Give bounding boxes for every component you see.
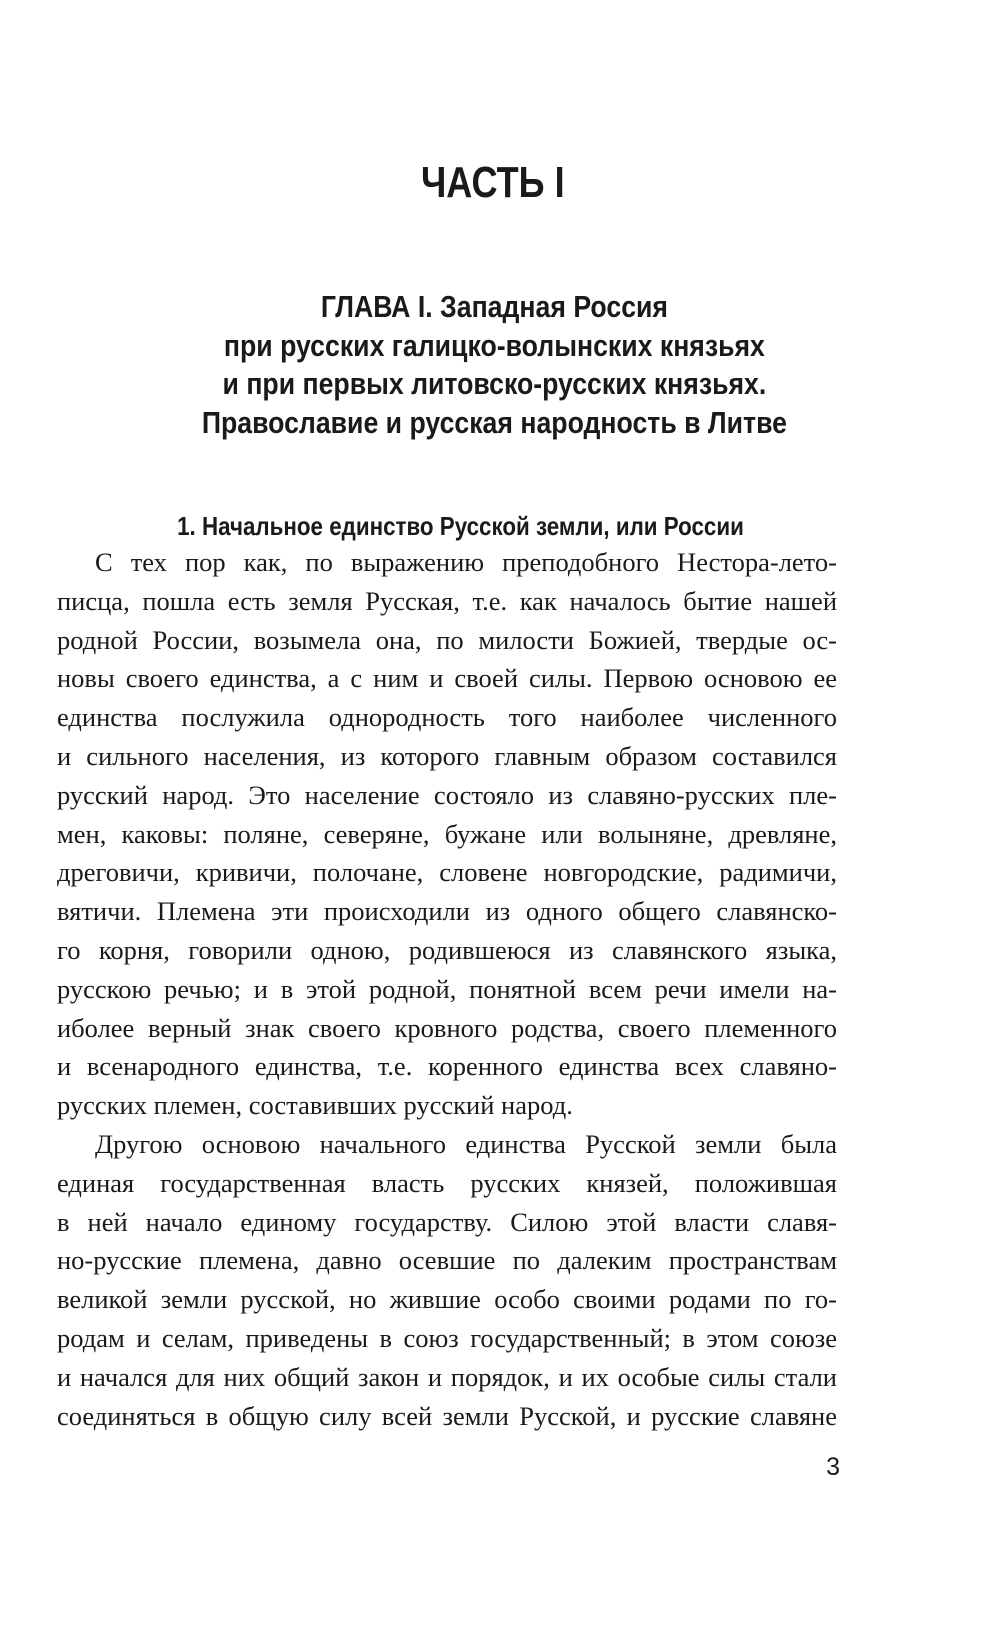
text-line: единая государственная власть русских князей, положившая <box>57 1167 837 1198</box>
text-line: великой земли русской, но жившие особо своими родами по го- <box>57 1284 837 1315</box>
chapter-title-line: Православие и русская народность в Литве <box>201 404 787 440</box>
text-line: русский народ. Это население состояло из славяно-русских пле- <box>57 779 837 810</box>
text-line: в ней начало единому государству. Силою этой власти славя- <box>57 1206 837 1237</box>
text-line: и сильного населения, из которого главным образом составился <box>57 740 837 771</box>
section-title-text: 1. Начальное единство Русской земли, или России <box>176 511 744 541</box>
text-line: и начался для них общий закон и порядок, и их особые силы стали <box>57 1361 837 1392</box>
page-number: 3 <box>826 1453 840 1481</box>
paragraph-1 <box>57 543 837 1125</box>
part-title: ЧАСТЬ I <box>420 158 565 207</box>
text-line: С тех пор как, по выражению преподобного Нестора-лето- <box>95 547 837 577</box>
text-line: русских племен, составивших русский народ. <box>57 1090 573 1121</box>
paragraph-2 <box>57 1125 837 1435</box>
text-line: вятичи. Племена эти происходили из одного общего славянско- <box>57 896 837 927</box>
text-line: единства послужила однородность того наиболее численного <box>57 702 837 733</box>
body-text <box>57 543 837 1435</box>
text-line: го корня, говорили одною, родившеюся из славянского языка, <box>57 934 837 965</box>
text-line: родной России, возымела она, по милости Божией, твердые ос- <box>57 624 837 655</box>
chapter-title <box>0 288 1000 442</box>
text-line: соединяться в общую силу всей земли Русской, и русские славяне <box>57 1400 837 1431</box>
text-line: дреговичи, кривичи, полочане, словене новгородские, радимичи, <box>57 857 837 888</box>
text-line: писца, пошла есть земля Русская, т.е. как началось бытие нашей <box>57 585 837 616</box>
text-line: русскою речью; и в этой родной, понятной всем речи имели на- <box>57 973 837 1004</box>
text-line: родам и селам, приведены в союз государственный; в этом союзе <box>57 1322 837 1353</box>
text-line: мен, каковы: поляне, северяне, бужане или волыняне, древляне, <box>57 818 837 849</box>
chapter-title-line: при русских галицко-волынских князьях <box>223 327 765 363</box>
text-line: Другою основою начального единства Русской земли была <box>95 1128 837 1159</box>
text-line: но-русские племена, давно осевшие по далеким пространствам <box>57 1245 837 1276</box>
chapter-title-line: ГЛАВА I. Западная Россия <box>320 289 668 324</box>
text-line: иболее верный знак своего кровного родства, своего племенного <box>57 1012 837 1043</box>
chapter-title-line: и при первых литовско-русских князьях. <box>222 366 767 401</box>
text-line: и всенародного единства, т.е. коренного единства всех славяно- <box>57 1051 837 1082</box>
section-title <box>0 510 1000 542</box>
text-line: новы своего единства, а с ним и своей силы. Первою основою ее <box>57 663 837 694</box>
